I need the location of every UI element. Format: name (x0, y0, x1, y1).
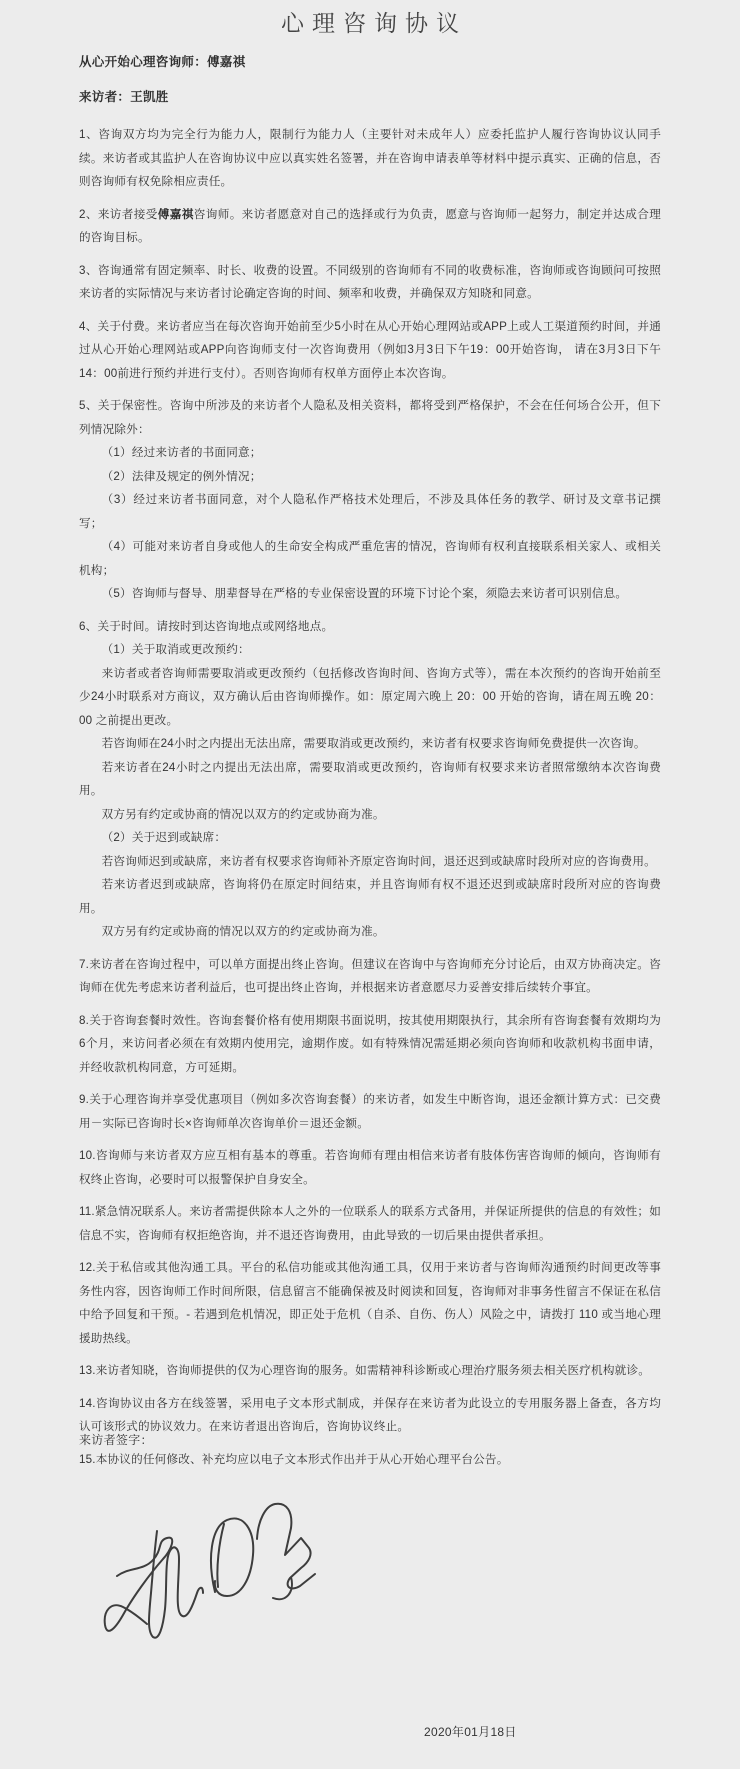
agreement-paragraph: 12.关于私信或其他沟通工具。平台的私信功能或其他沟通工具，仅用于来访者与咨询师沟通预约时间更改等事务性内容，因咨询师工作时间所限，信息留言不能确保被及时阅读和回复，咨询师对非事务性留言不保证在私信中给予回复和干预。- 若遇到危机情况，即正处于危机（自杀、自伤、伤人）风险之中，请拨打 110 或当地心理援助热线。 (79, 1261, 661, 1345)
agreement-paragraph: 14.咨询协议由各方在线签署，采用电子文本形式制成，并保存在来访者为此设立的专用服务器上备查，各方均认可该形式的协议效力。在来访者退出咨询后，咨询协议终止。 (79, 1396, 661, 1433)
agreement-paragraph: 若来访者迟到或缺席，咨询将仍在原定时间结束，并且咨询师有权不退还迟到或缺席时段所对应的咨询费用。 (79, 878, 661, 915)
agreement-paragraph: 若咨询师在24小时之内提出无法出席，需要取消或更改预约，来访者有权要求咨询师免费提供一次咨询。 (101, 737, 646, 750)
agreement-paragraph: （3）经过来访者书面同意，对个人隐私作严格技术处理后，不涉及具体任务的教学、研讨及文章书记撰写； (79, 493, 661, 530)
agreement-body (79, 123, 661, 1471)
visitor-name-line: 来访者：王凯胜 (79, 90, 169, 104)
agreement-paragraph: 双方另有约定或协商的情况以双方的约定或协商为准。 (101, 925, 385, 938)
agreement-paragraph: （5）咨询师与督导、朋辈督导在严格的专业保密设置的环境下讨论个案，须隐去来访者可识别信息。 (101, 587, 628, 600)
visitor-signature-label: 来访者签字： (79, 1433, 153, 1447)
agreement-paragraph: 若咨询师迟到或缺席，来访者有权要求咨询师补齐原定咨询时间，退还迟到或缺席时段所对应的咨询费用。 (101, 854, 656, 868)
agreement-paragraph: 双方另有约定或协商的情况以双方的约定或协商为准。 (101, 807, 385, 821)
agreement-paragraph: 7.来访者在咨询过程中，可以单方面提出终止咨询。但建议在咨询中与咨询师充分讨论后，由双方协商决定。咨询师在优先考虑来访者利益后，也可提出终止咨询，并根据来访者意愿尽力妥善安排后续转介事宜。 (79, 957, 661, 994)
agreement-paragraph: 5、关于保密性。咨询中所涉及的来访者个人隐私及相关资料，都将受到严格保护，不会在任何场合公开，但下列情况除外： (79, 399, 661, 436)
agreement-paragraph: （2）法律及规定的例外情况； (101, 469, 262, 483)
agreement-paragraph: 若来访者在24小时之内提出无法出席，需要取消或更改预约，咨询师有权要求来访者照常缴纳本次咨询费用。 (79, 760, 661, 797)
agreement-paragraph: （1）关于取消或更改预约： (101, 643, 250, 656)
agreement-paragraph: 3、咨询通常有固定频率、时长、收费的设置。不同级别的咨询师有不同的收费标准，咨询师或咨询顾问可按照来访者的实际情况与来访者讨论确定咨询的时间、频率和收费，并确保双方知晓和同意。 (79, 263, 661, 300)
paragraph-text: 2、来访者接受 (79, 207, 158, 221)
agreement-paragraph: 11.紧急情况联系人。来访者需提供除本人之外的一位联系人的联系方式备用，并保证所提供的信息的有效性；如信息不实，咨询师有权拒绝咨询，并不退还咨询费用，由此导致的一切后果由提供者承担。 (79, 1205, 661, 1242)
counselor-name-line: 从心开始心理咨询师：傅嘉祺 (79, 55, 246, 69)
agreement-paragraph: 8.关于咨询套餐时效性。咨询套餐价格有使用期限书面说明，按其使用期限执行，其余所有咨询套餐有效期均为6个月，来访问者必须在有效期内使用完，逾期作废。如有特殊情况需延期必须向咨询师和收款机构书面申请，并经收款机构同意，方可延期。 (79, 1013, 661, 1074)
counselor-name-emphasis: 傅嘉祺 (157, 207, 194, 221)
agreement-paragraph: 10.咨询师与来访者双方应互相有基本的尊重。若咨询师有理由相信来访者有肢体伤害咨询师的倾向，咨询师有权终止咨询，必要时可以报警保护自身安全。 (79, 1149, 661, 1186)
signature-stroke-middle (149, 1531, 203, 1638)
agreement-paragraph: 4、关于付费。来访者应当在每次咨询开始前至少5小时在从心开始心理网站或APP上或人工渠道预约时间，并通过从心开始心理网站或APP向咨询师支付一次咨询费用（例如3月3日下午19：00开始咨询， 请在3月3日下午14：00前进行预约并进行支付）。否则咨询师有权单方面停止本次咨询。 (79, 319, 661, 380)
signature-stroke-right (257, 1504, 315, 1599)
agreement-paragraph (79, 203, 661, 250)
agreement-paragraph: （4）可能对来访者自身或他人的生命安全构成严重危害的情况，咨询师有权利直接联系相关家人、或相关机构； (79, 540, 661, 577)
agreement-paragraph: 13.来访者知晓，咨询师提供的仅为心理咨询的服务。如需精神科诊断或心理治疗服务须去相关医疗机构就诊。 (79, 1364, 651, 1377)
agreement-paragraph: 9.关于心理咨询并享受优惠项目（例如多次咨询套餐）的来访者，如发生中断咨询，退还金额计算方式：已交费用－实际已咨询时长×咨询师单次咨询单价＝退还金额。 (79, 1093, 661, 1130)
signature-stroke-left (105, 1538, 173, 1631)
agreement-paragraph: （1）经过来访者的书面同意； (101, 446, 262, 459)
agreement-paragraph: 1、咨询双方均为完全行为能力人，限制行为能力人（主要针对未成年人）应委托监护人履行咨询协议认同手续。来访者或其监护人在咨询协议中应以真实姓名签署，并在咨询申请表单等材料中提示真实、正确的信息，否则咨询师有权免除相应责任。 (79, 128, 661, 188)
agreement-paragraph: 15.本协议的任何修改、补充均应以电子文本形式作出并于从心开始心理平台公告。 (79, 1452, 509, 1466)
agreement-paragraph: 6、关于时间。请按时到达咨询地点或网络地点。 (79, 619, 334, 633)
agreement-paragraph: （2）关于迟到或缺席： (101, 831, 227, 844)
visitor-signature (95, 1497, 330, 1657)
paragraph-text: 咨询师。来访者愿意对自己的选择或行为负责，愿意与咨询师一起努力，制定并达成合理的咨询目标。 (79, 207, 661, 244)
agreement-paragraph: 来访者或者咨询师需要取消或更改预约（包括修改咨询时间、咨询方式等），需在本次预约的咨询开始前至少24小时联系对方商议，双方确认后由咨询师操作。如：原定周六晚上 20：00 开始的咨询，请在周五晚 20：00 之前提出更改。 (79, 666, 661, 727)
signature-stroke-loop (211, 1518, 253, 1596)
page-title: 心理咨询协议 (281, 10, 467, 36)
agreement-date: 2020年01月18日 (424, 1725, 517, 1739)
